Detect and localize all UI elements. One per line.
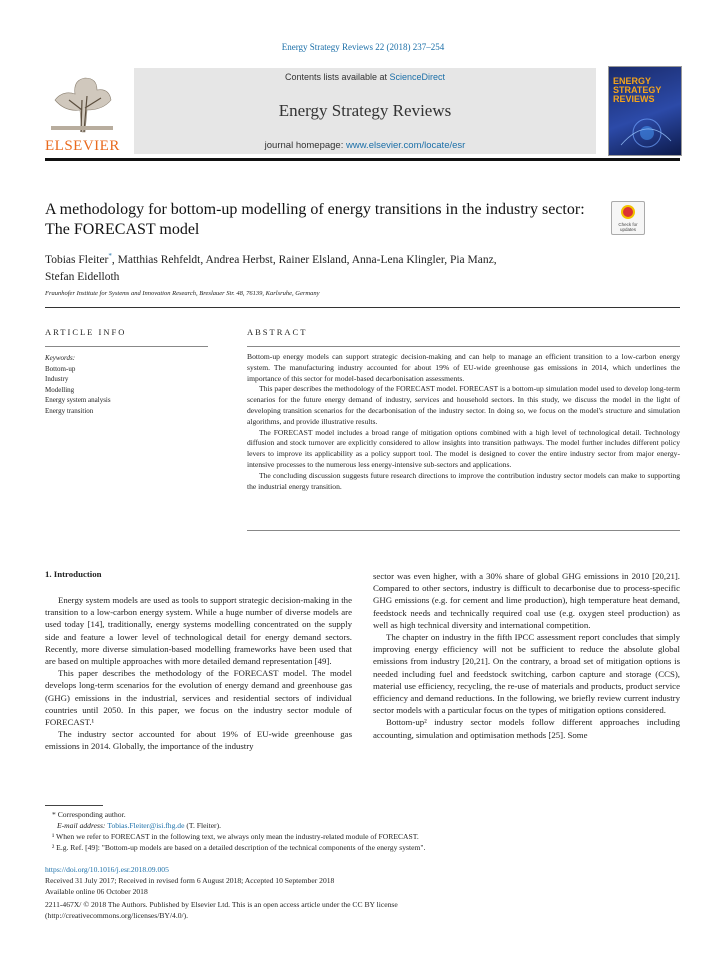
body-paragraph: Energy system models are used as tools to support strategic decision-making in the transition to a low-carbon energy system. While a huge number of diverse models are used today [14], traditionally, energy systems modelling concentrated on the supply side and feature a lower level of technological detail for energy demand sectors. Recently, more diverse simulation-based modelling frameworks have been used that are based on multiple approaches with more detailed demand representation [49]. <box>45 595 352 667</box>
keyword: Modelling <box>45 385 75 394</box>
journal-homepage: journal homepage: www.elsevier.com/locate/esr <box>264 140 466 151</box>
journal-cover-image <box>608 66 682 156</box>
elsevier-wordmark: ELSEVIER <box>45 138 120 154</box>
check-updates-label: Check for updates <box>618 222 638 232</box>
article-info-rule <box>45 346 208 347</box>
keyword: Energy transition <box>45 406 94 415</box>
keyword: Industry <box>45 375 69 383</box>
abstract-paragraph: The concluding discussion suggests future research directions to improve the contribution industry sector models can make to supporting the industrial energy transition. <box>247 470 680 491</box>
section-heading-introduction: 1. Introduction <box>45 569 102 579</box>
contents-available: Contents lists available at ScienceDirect <box>284 72 446 82</box>
cover-art <box>617 111 673 151</box>
header-rule <box>45 158 680 161</box>
journal-reference[interactable]: Energy Strategy Reviews 22 (2018) 237–254 <box>281 42 445 52</box>
keyword: Energy system analysis <box>45 396 111 404</box>
corresponding-author-mark[interactable]: * <box>108 252 112 260</box>
homepage-link[interactable]: www.elsevier.com/locate/esr <box>346 140 466 151</box>
footnote-1: ¹ When we refer to FORECAST in the following text, we always only mean the industry-related module of FORECAST. <box>52 832 419 841</box>
keyword: Bottom-up <box>45 364 76 373</box>
license-url[interactable]: (http://creativecommons.org/licenses/BY/4.0/). <box>45 911 189 920</box>
article-title: A methodology for bottom-up modelling of energy transitions in the industry sector: The FORECAST model <box>45 201 585 238</box>
abstract-paragraph: The FORECAST model includes a broad range of mitigation options combined with a high level of technological detail. Technology diffusion and stock turnover are explicitly considered to allow insights into transition pathways. The model further includes different policy levers to improve its applicability as a policy support tool. The model is designed to cover the entire industry sector from major energy-intensive processes to the numerous less energy-intensive sub-sectors and applications. <box>247 427 680 469</box>
received-dates: Received 31 July 2017; Received in revised form 6 August 2018; Accepted 10 September 2018 <box>45 876 335 885</box>
abstract-paragraph: This paper describes the methodology of the FORECAST model. FORECAST is a bottom-up simulation model used to develop long-term scenarios for the future energy demand of industry, services and household sectors. In this study, we discuss the model in the light of developing transition scenarios for the decarbonisation of the industry sector. In doing so, we focus on the model's structure and simulation algorithms, and provide illustrative results. <box>247 384 680 426</box>
affiliation: Fraunhofer Institute for Systems and Innovation Research, Breslauer Str. 48, 76139, Karlsruhe, Germany <box>45 290 320 297</box>
bookmark-icon <box>621 205 635 219</box>
abstract-rule <box>247 346 680 347</box>
footnote-rule <box>45 805 103 806</box>
cover-title: ENERGY STRATEGY REVIEWS <box>613 76 662 104</box>
footnote-2: ² E.g. Ref. [49]: "Bottom-up models are based on a detailed description of the technical components of the energy system". <box>52 843 426 852</box>
abstract-heading: ABSTRACT <box>247 327 308 337</box>
doi-link[interactable]: https://doi.org/10.1016/j.esr.2018.09.005 <box>45 865 169 874</box>
journal-title: Energy Strategy Reviews <box>278 101 452 120</box>
check-for-updates-badge[interactable] <box>611 201 645 235</box>
abstract-text <box>247 352 680 492</box>
body-column-left <box>45 582 352 753</box>
abstract-end-rule <box>247 530 680 531</box>
keywords-block <box>45 353 205 416</box>
abstract-paragraph: Bottom-up energy models can support strategic decision-making and can help to manage an efficient transition to a low-carbon energy system. The manufacturing industry accounted for about 19% of EU-wide greenhouse gas emissions in 2014, which underlines the importance of this sector for model-based decarbonisation assessments. <box>247 352 680 383</box>
license-line: 2211-467X/ © 2018 The Authors. Published by Elsevier Ltd. This is an open access article under the CC BY license <box>45 900 398 909</box>
keywords-label: Keywords: <box>45 354 76 362</box>
affiliation-rule <box>45 307 680 308</box>
body-paragraph: The industry sector accounted for about 19% of EU-wide greenhouse gas emissions in 2014. Globally, the importance of the industry <box>45 729 352 752</box>
body-paragraph: This paper describes the methodology of the FORECAST model. The model develops long-term scenarios for the evolution of energy demand and greenhouse gas (GHG) emissions in the industrial, services and residential sectors of individual countries until 2050. In this paper, we focus on the industry sector module of FORECAST.¹ <box>45 668 352 728</box>
sciencedirect-link[interactable]: ScienceDirect <box>389 72 446 82</box>
article-info-heading: ARTICLE INFO <box>45 327 127 337</box>
email-link[interactable]: Tobias.Fleiter@isi.fhg.de <box>107 821 185 830</box>
body-paragraph: The chapter on industry in the fifth IPCC assessment report concludes that simply improving energy efficiency will not be sufficient to reduce the absolute global emissions from industry [20,21]. On the contrary, a broad set of mitigation options is needed including fuel and feedstock switching, carbon capture and storage (CCS), material use efficiency, recycling, the re-use of materials and products, product service efficiency and demand reductions. In the following, we briefly review current industry sector models with a particular focus on the types of mitigation options considered. <box>373 632 680 716</box>
available-online: Available online 06 October 2018 <box>45 887 148 896</box>
body-column-right <box>373 570 680 741</box>
body-paragraph: Bottom-up² industry sector models follow different approaches including accounting, simulation and optimisation methods [25]. Some <box>373 717 680 740</box>
body-paragraph: sector was even higher, with a 30% share of global GHG emissions in 2010 [20,21]. Compared to other sectors, industry is difficult to decarbonise due to process-specific GHG emissions (e.g. for cement and lime production), high temperature heat demand, feedstock needs and technically required coal use (e.g. oxygen steel production) as well as high technical diversity and international competition. <box>373 571 680 630</box>
author-list: Tobias Fleiter*, Matthias Rehfeldt, Andrea Herbst, Rainer Elsland, Anna-Lena Klingler, Pia Manz, Stefan Eidelloth <box>45 252 497 283</box>
corresponding-author-note: * Corresponding author. <box>52 810 126 819</box>
email-note: E-mail address: Tobias.Fleiter@isi.fhg.de (T. Fleiter). <box>57 821 222 830</box>
